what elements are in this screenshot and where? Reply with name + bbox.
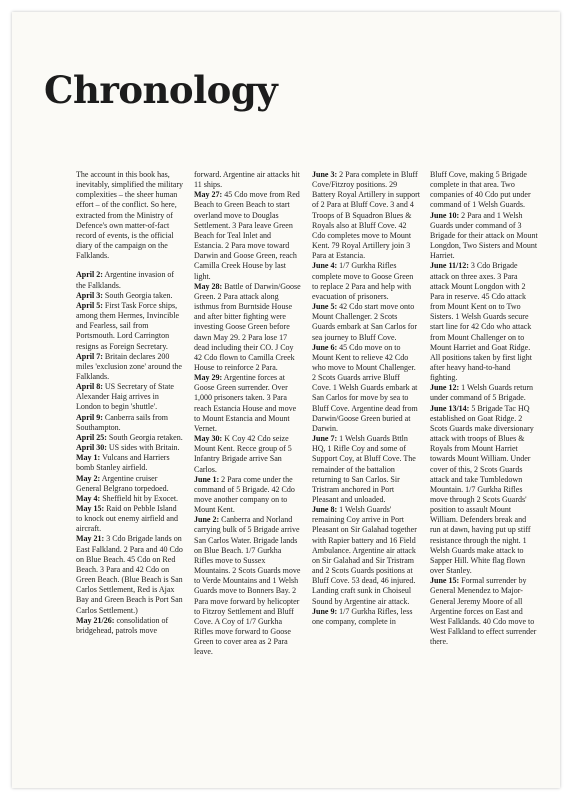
entry-text: 1 Welsh Guards Bttln HQ, 1 Rifle Coy and some of Support Coy, at Bluff Cove. The remainder of the battalion returning to San Carlos. Sir Tristram anchored in Port Pleasant and unloaded.: [312, 434, 416, 504]
chronology-entry: [76, 301, 184, 352]
page-title: Chronology: [44, 68, 278, 112]
column-3: [312, 170, 420, 627]
chronology-entry: [312, 607, 420, 627]
entry-date: April 25:: [76, 432, 107, 442]
chronology-entry: [76, 270, 184, 290]
book-page: [12, 12, 560, 788]
entry-text: Bluff Cove, making 5 Brigade complete in that area. Two companies of 40 Cdo put under command of 1 Welsh Guards.: [430, 170, 531, 210]
entry-text: 45 Cdo move from Red Beach to Green Beach to start overland move to Douglas Settlement. 3 Para leave Green Beach for Teal Inlet and Estancia. 2 Para move toward Darwin and Goose Green, reach Camilla Creek House by last light.: [194, 190, 300, 281]
entry-date: April 8:: [76, 382, 103, 392]
entry-date: June 4:: [312, 261, 338, 271]
entry-date: June 13/14:: [430, 403, 470, 413]
entry-date: June 15:: [430, 576, 460, 586]
chronology-entry: [76, 443, 184, 453]
entry-text: 5 Brigade Tac HQ established on Goat Ridge. 2 Scots Guards make diversionary attack with troops of Blues & Royals from Mount Harriet towards Mount William. Under cover of this, 2 Scots Guards attack and take Tumbledown Mountain. 1/7 Gurkha Rifles move through 2 Scots Guards' position to assault Mount William. Defenders break and run at dawn, having put up stiff resistance through the night. 1 Welsh Guards make attack to Sapper Hill. White flag flown over Stanley.: [430, 403, 534, 576]
chronology-entry: [76, 453, 184, 473]
chronology-entry: [430, 261, 538, 383]
entry-text: K Coy 42 Cdo seize Mount Kent. Recce group of 5 Infantry Brigade arrive San Carlos.: [194, 434, 292, 474]
entry-text: Vulcans and Harriers bomb Stanley airfield.: [76, 453, 170, 473]
entry-text: Canberra and Norland carrying bulk of 5 Brigade arrive San Carlos Water. Brigade lands on Blue Beach. 1/7 Gurkha Rifles move to Sussex Mountains. 2 Scots Guards move to Verde Mountains and 1 Welsh Guards move to Bonners Bay. 2 Para move forward by helicopter to Fitzroy Settlement and Bluff Cove. A Coy of 1/7 Gurkha Rifles move forward to Goose Green to cover area as 2 Para leave.: [194, 515, 301, 657]
chronology-entry: [194, 515, 302, 657]
entry-date: June 7:: [312, 434, 338, 444]
entry-text: Argentine invasion of the Falklands.: [76, 270, 175, 290]
chronology-entry: [76, 352, 184, 382]
entry-text: 42 Cdo start move onto Mount Challenger. 2 Scots Guards embark at San Carlos for sea journey to Bluff Cove.: [312, 302, 418, 342]
intro-paragraph: The account in this book has, inevitably, simplified the military complexities – the sheer human effort – of the conflict. So here, extracted from the Ministry of Defence's own matter-of-fact record of events, is the official diary of the campaign on the Falklands.: [76, 170, 184, 261]
chronology-entry: [76, 291, 184, 301]
entry-text: Britain declares 200 miles 'exclusion zone' around the Falklands.: [76, 351, 182, 381]
entry-date: May 4:: [76, 493, 101, 503]
entry-text: 2 Para complete in Bluff Cove/Fitzroy positions. 29 Battery Royal Artillery in support of 2 Para at Bluff Cove. 3 and 4 Troops of B Squadron Blues & Royals also at Bluff Cove. 42 Cdo completes move to Mount Kent. 79 Royal Artillery join 3 Para at Estancia.: [312, 170, 420, 261]
entry-date: May 30:: [194, 434, 223, 444]
entry-date: June 10:: [430, 210, 460, 220]
chronology-entry: [194, 170, 302, 190]
entry-date: June 1:: [194, 474, 220, 484]
chronology-entry: [430, 170, 538, 211]
entry-date: June 2:: [194, 515, 220, 525]
entry-text: Argentine forces at Goose Green surrender. Over 1,000 prisoners taken. 3 Para reach Estancia House and move to Mount Estancia and Mount Vernet.: [194, 373, 297, 433]
entry-text: forward. Argentine air attacks hit 11 ships.: [194, 170, 300, 190]
column-4: [430, 170, 538, 647]
chronology-entry: [76, 534, 184, 615]
entry-date: April 30:: [76, 443, 107, 453]
chronology-entry: [76, 382, 184, 412]
entry-text: 45 Cdo move on to Mount Kent to relieve 42 Cdo who move to Mount Challenger. 2 Scots Guards arrive Bluff Cove. 1 Welsh Guards embark at San Carlos for move by sea to Bluff Cove. Argentine dead from Darwin/Goose Green buried at Darwin.: [312, 342, 418, 433]
entry-date: June 3:: [312, 170, 338, 179]
chronology-entry: [430, 383, 538, 403]
chronology-entry: [76, 616, 184, 636]
entry-date: May 27:: [194, 190, 223, 200]
entry-text: US sides with Britain.: [108, 443, 180, 453]
entry-date: May 29:: [194, 373, 223, 383]
entry-text: Sheffield hit by Exocet.: [102, 493, 179, 503]
entry-date: June 6:: [312, 342, 338, 352]
chronology-entry: [430, 211, 538, 262]
chronology-entry: [312, 505, 420, 607]
entry-text: Battle of Darwin/Goose Green. 2 Para attack along isthmus from Burntside House and after bitter fighting were investing Goose Green before dawn May 29. 2 Para lose 17 dead including their CO. J Coy 42 Cdo flown to Camilla Creek House to reinforce 2 Para.: [194, 281, 301, 372]
entry-date: May 21/26:: [76, 615, 115, 625]
chronology-entry: [194, 190, 302, 281]
chronology-entry: [76, 494, 184, 504]
chronology-entry: [312, 261, 420, 302]
entry-text: 3 Cdo Brigade lands on East Falkland. 2 Para and 40 Cdo on Blue Beach. 45 Cdo on Red Beach. 3 Para and 42 Cdo on Green Beach. (Blue Beach is San Carlos Settlement, Red is Ajax Bay and Green Beach is Port San Carlos Settlement.): [76, 534, 183, 615]
entry-text: South Georgia taken.: [104, 290, 173, 300]
entry-date: May 21:: [76, 534, 105, 544]
entry-date: May 1:: [76, 453, 101, 463]
entry-date: April 7:: [76, 351, 103, 361]
chronology-entry: [76, 504, 184, 534]
entry-text: US Secretary of State Alexander Haig arrives in London to begin 'shuttle'.: [76, 382, 174, 412]
entry-date: April 3:: [76, 290, 103, 300]
chronology-entry: [312, 302, 420, 343]
entry-text: First Task Force ships, among them Hermes, Invincible and Fearless, sail from Portsmouth. Lord Carrington resigns as Foreign Secretary.: [76, 300, 180, 351]
entry-date: May 28:: [194, 281, 223, 291]
entry-date: June 5:: [312, 302, 338, 312]
chronology-entry: [312, 434, 420, 505]
entry-text: 1/7 Gurkha Rifles, less one company, complete in: [312, 606, 413, 626]
chronology-entry: [312, 170, 420, 261]
entry-text: Formal surrender by General Menendez to Major-General Jeremy Moore of all Argentine forces on East and West Falklands. 40 Cdo move to West Falkland to effect surrender there.: [430, 576, 537, 647]
entry-text: 1 Welsh Guards return under command of 5 Brigade.: [430, 383, 533, 403]
entry-text: South Georgia retaken.: [108, 432, 183, 442]
chronology-entry: [194, 475, 302, 516]
chronology-entry: [194, 434, 302, 475]
entry-date: April 9:: [76, 412, 103, 422]
entry-date: June 9:: [312, 606, 338, 616]
entry-date: April 5:: [76, 300, 103, 310]
entry-text: 1/7 Gurkha Rifles complete move to Goose Green to replace 2 Para and help with evacuation of prisoners.: [312, 261, 414, 301]
entry-text: Argentine cruiser General Belgrano torpedoed.: [76, 473, 169, 493]
entry-date: April 2:: [76, 270, 103, 280]
chronology-entry: [430, 576, 538, 647]
entry-text: 2 Para and 1 Welsh Guards under command of 3 Brigade for their attack on Mount Longdon, Two Sisters and Mount Harriet.: [430, 210, 538, 261]
entry-text: consolidation of bridgehead, patrols move: [76, 615, 169, 635]
entry-date: May 2:: [76, 473, 101, 483]
entry-text: 1 Welsh Guards' remaining Coy arrive in Port Pleasant on Sir Galahad together with Rapier battery and 16 Field Ambulance. Argentine air attack on Sir Galahad and Sir Tristram and 2 Scots Guards positions at Bluff Cove. 53 dead, 46 injured. Landing craft sunk in Choiseul Sound by Argentine air attack.: [312, 505, 417, 606]
chronology-entry: [76, 413, 184, 433]
entry-date: June 8:: [312, 505, 338, 515]
entry-text: 3 Cdo Brigade attack on three axes. 3 Para attack Mount Longdon with 2 Para in reserve. 45 Cdo attack from Mount Kent on to Two Sisters. 1 Welsh Guards secure start line for 42 Cdo who attack from Mount Challenger on to Mount Harriet and Goat Ridge. All positions taken by first light after heavy hand-to-hand fighting.: [430, 261, 532, 383]
chronology-entry: [76, 474, 184, 494]
entry-text: Canberra sails from Southampton.: [76, 412, 168, 432]
entry-text: 2 Para come under the command of 5 Brigade. 42 Cdo move another company on to Mount Kent.: [194, 474, 295, 515]
chronology-entry: [76, 433, 184, 443]
chronology-entry: [194, 282, 302, 373]
chronology-entry: [430, 404, 538, 577]
entry-date: June 11/12:: [430, 261, 469, 271]
chronology-entry: [194, 373, 302, 434]
entry-date: June 12:: [430, 383, 460, 393]
column-1: [76, 170, 184, 636]
column-2: [194, 170, 302, 658]
entry-text: Raid on Pebble Island to knock out enemy airfield and aircraft.: [76, 504, 178, 534]
chronology-entry: [312, 343, 420, 434]
entry-date: May 15:: [76, 504, 105, 513]
